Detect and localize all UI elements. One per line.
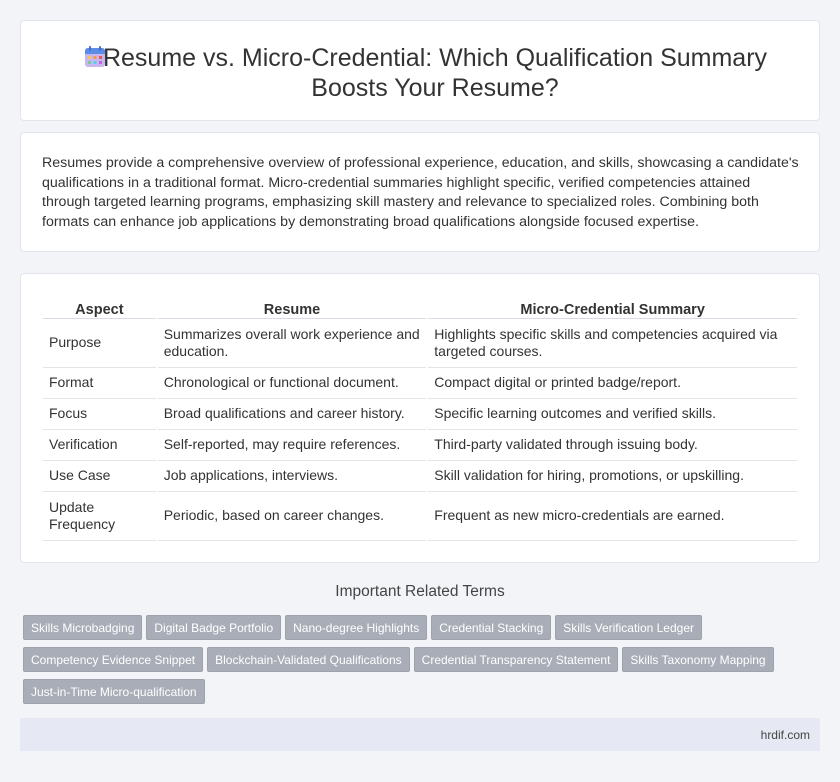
- table-row: [43, 399, 797, 430]
- summary-card: [20, 132, 820, 252]
- header-resume: Resume: [158, 296, 427, 319]
- table-header-row: [43, 296, 797, 319]
- summary-text: Resumes provide a comprehensive overview of professional experience, education, and skills, showcasing a candidate's qualifications in a traditional format. Micro-credential summaries highlight specific, verified competencies attained through targeted learning programs, emphasizing skill mastery and relevance to specialized roles. Combining both formats can enhance job applications by demonstrating broad qualifications alongside focused expertise.: [42, 155, 799, 230]
- footer: [20, 718, 820, 751]
- related-term-tag[interactable]: Credential Transparency Statement: [414, 647, 619, 672]
- page-title: Resume vs. Micro-Credential: Which Qualification Summary Boosts Your Resume?: [102, 44, 768, 102]
- related-term-tag[interactable]: Blockchain-Validated Qualifications: [207, 647, 410, 672]
- cell-micro-credential: Highlights specific skills and competencies acquired via targeted courses.: [428, 319, 797, 368]
- cell-micro-credential: Specific learning outcomes and verified skills.: [428, 399, 797, 430]
- related-term-tag[interactable]: Nano-degree Highlights: [285, 615, 427, 640]
- table-row: [43, 430, 797, 461]
- related-terms-list: [23, 615, 813, 711]
- comparison-table: [41, 296, 799, 541]
- table-row: [43, 492, 797, 541]
- cell-resume: Job applications, interviews.: [158, 461, 427, 492]
- header-micro-credential: Micro-Credential Summary: [428, 296, 797, 319]
- table-row: [43, 368, 797, 399]
- related-term-tag[interactable]: Credential Stacking: [431, 615, 551, 640]
- cell-resume: Broad qualifications and career history.: [158, 399, 427, 430]
- table-row: [43, 319, 797, 368]
- cell-aspect: Focus: [43, 399, 156, 430]
- related-term-tag[interactable]: Just-in-Time Micro-qualification: [23, 679, 205, 704]
- cell-micro-credential: Third-party validated through issuing body.: [428, 430, 797, 461]
- comparison-card: [20, 273, 820, 563]
- table-row: [43, 461, 797, 492]
- cell-aspect: Purpose: [43, 319, 156, 368]
- related-terms-title: Important Related Terms: [335, 583, 505, 600]
- cell-aspect: Update Frequency: [43, 492, 156, 541]
- related-term-tag[interactable]: Skills Verification Ledger: [555, 615, 702, 640]
- cell-resume: Chronological or functional document.: [158, 368, 427, 399]
- cell-aspect: Use Case: [43, 461, 156, 492]
- cell-resume: Self-reported, may require references.: [158, 430, 427, 461]
- cell-micro-credential: Compact digital or printed badge/report.: [428, 368, 797, 399]
- related-term-tag[interactable]: Skills Taxonomy Mapping: [622, 647, 773, 672]
- cell-aspect: Format: [43, 368, 156, 399]
- cell-micro-credential: Frequent as new micro-credentials are earned.: [428, 492, 797, 541]
- cell-micro-credential: Skill validation for hiring, promotions, or upskilling.: [428, 461, 797, 492]
- cell-resume: Periodic, based on career changes.: [158, 492, 427, 541]
- related-term-tag[interactable]: Digital Badge Portfolio: [146, 615, 281, 640]
- header-aspect: Aspect: [43, 296, 156, 319]
- cell-aspect: Verification: [43, 430, 156, 461]
- cell-resume: Summarizes overall work experience and education.: [158, 319, 427, 368]
- footer-site-link[interactable]: hrdif.com: [760, 728, 810, 742]
- related-term-tag[interactable]: Competency Evidence Snippet: [23, 647, 203, 672]
- related-term-tag[interactable]: Skills Microbadging: [23, 615, 142, 640]
- title-card: [20, 20, 820, 121]
